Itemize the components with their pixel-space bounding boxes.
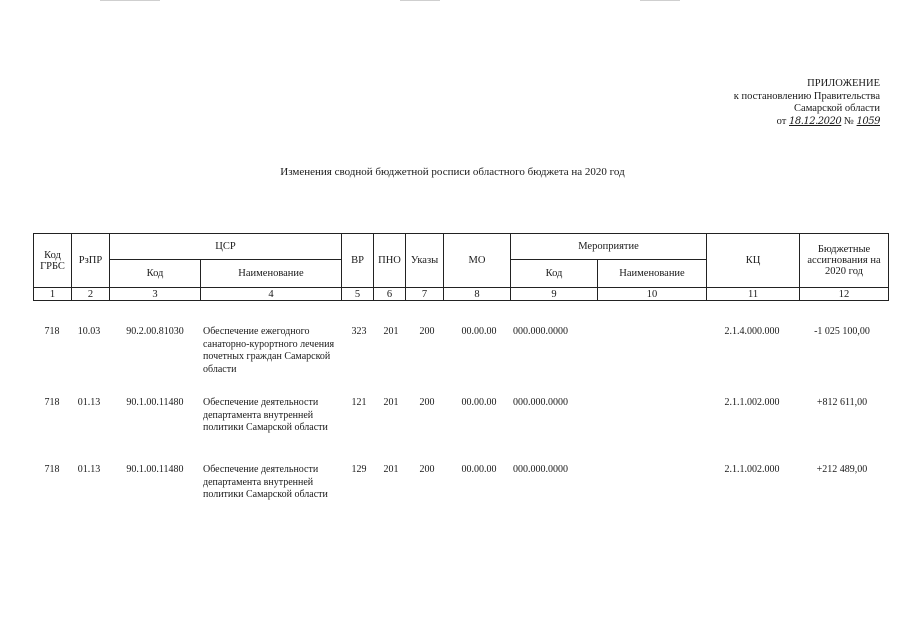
col-csr-kod: Код (110, 260, 201, 288)
cell-mo: 00.00.00 (461, 397, 497, 408)
cell-vr: 121 (351, 397, 367, 408)
col-number: 3 (110, 288, 201, 301)
cell-ukazy: 200 (419, 326, 435, 337)
col-vr: ВР (342, 234, 374, 288)
col-number: 7 (406, 288, 444, 301)
cell-kc: 2.1.1.002.000 (724, 397, 780, 408)
cell-mer-kod: 000.000.0000 (513, 397, 568, 408)
scan-mark-top-left (100, 0, 160, 1)
col-kc: КЦ (707, 234, 800, 288)
cell-csr: 90.2.00.81030 (126, 326, 184, 337)
col-number: 11 (707, 288, 800, 301)
appendix-date-line (680, 116, 880, 129)
date-prefix: от (776, 115, 787, 127)
appendix-line-region: Самарской области (794, 103, 880, 114)
cell-mer-kod: 000.000.0000 (513, 464, 568, 475)
col-number: 2 (72, 288, 110, 301)
scan-mark-top-right (640, 0, 680, 1)
col-number: 6 (374, 288, 406, 301)
cell-vr: 129 (351, 464, 367, 475)
appendix-block (680, 78, 880, 128)
col-number: 9 (511, 288, 598, 301)
col-kod-grbs: Код ГРБС (34, 234, 72, 288)
col-mo: МО (444, 234, 511, 288)
cell-ukazy: 200 (419, 464, 435, 475)
col-csr-name: Наименование (201, 260, 342, 288)
cell-pno: 201 (383, 326, 399, 337)
col-number: 10 (598, 288, 707, 301)
cell-name: Обеспечение ежегодного санаторно-курортного лечения почетных граждан Самарской области (203, 326, 335, 375)
col-number: 12 (800, 288, 889, 301)
col-number: 1 (34, 288, 72, 301)
cell-grbs: 718 (44, 397, 60, 408)
cell-mo: 00.00.00 (461, 464, 497, 475)
budget-table-header (33, 233, 889, 301)
col-number: 5 (342, 288, 374, 301)
cell-sum: +212 489,00 (816, 464, 868, 475)
cell-rzpr: 01.13 (77, 464, 101, 475)
col-mer-name: Наименование (598, 260, 707, 288)
scan-mark-top-mid (400, 0, 440, 1)
col-mer-kod: Код (511, 260, 598, 288)
cell-mo: 00.00.00 (461, 326, 497, 337)
cell-grbs: 718 (44, 326, 60, 337)
cell-grbs: 718 (44, 464, 60, 475)
cell-rzpr: 01.13 (77, 397, 101, 408)
number-prefix: № (843, 115, 854, 127)
col-meropriyatie: Мероприятие (511, 234, 707, 260)
cell-pno: 201 (383, 397, 399, 408)
cell-mer-kod: 000.000.0000 (513, 326, 568, 337)
cell-csr: 90.1.00.11480 (126, 464, 184, 475)
cell-name: Обеспечение деятельности департамента внутренней политики Самарской области (203, 397, 328, 433)
col-assignments: Бюджетные ассигнования на 2020 год (800, 234, 889, 288)
appendix-line-decree: к постановлению Правительства (733, 90, 880, 102)
appendix-heading: ПРИЛОЖЕНИЕ (807, 78, 880, 89)
col-ukazy: Указы (406, 234, 444, 288)
col-number: 4 (201, 288, 342, 301)
col-rzpr: РзПР (72, 234, 110, 288)
handwritten-number: 1059 (856, 115, 880, 127)
cell-sum: +812 611,00 (816, 397, 868, 408)
cell-kc: 2.1.1.002.000 (724, 464, 780, 475)
cell-pno: 201 (383, 464, 399, 475)
col-pno: ПНО (374, 234, 406, 288)
cell-csr: 90.1.00.11480 (126, 397, 184, 408)
cell-name: Обеспечение деятельности департамента внутренней политики Самарской области (203, 464, 328, 500)
document-title: Изменения сводной бюджетной росписи областного бюджета на 2020 год (280, 166, 625, 178)
cell-sum: -1 025 100,00 (814, 326, 870, 337)
handwritten-date: 18.12.2020 (789, 115, 842, 127)
cell-vr: 323 (351, 326, 367, 337)
cell-rzpr: 10.03 (77, 326, 101, 337)
col-csr: ЦСР (110, 234, 342, 260)
col-number: 8 (444, 288, 511, 301)
cell-kc: 2.1.4.000.000 (724, 326, 780, 337)
cell-ukazy: 200 (419, 397, 435, 408)
